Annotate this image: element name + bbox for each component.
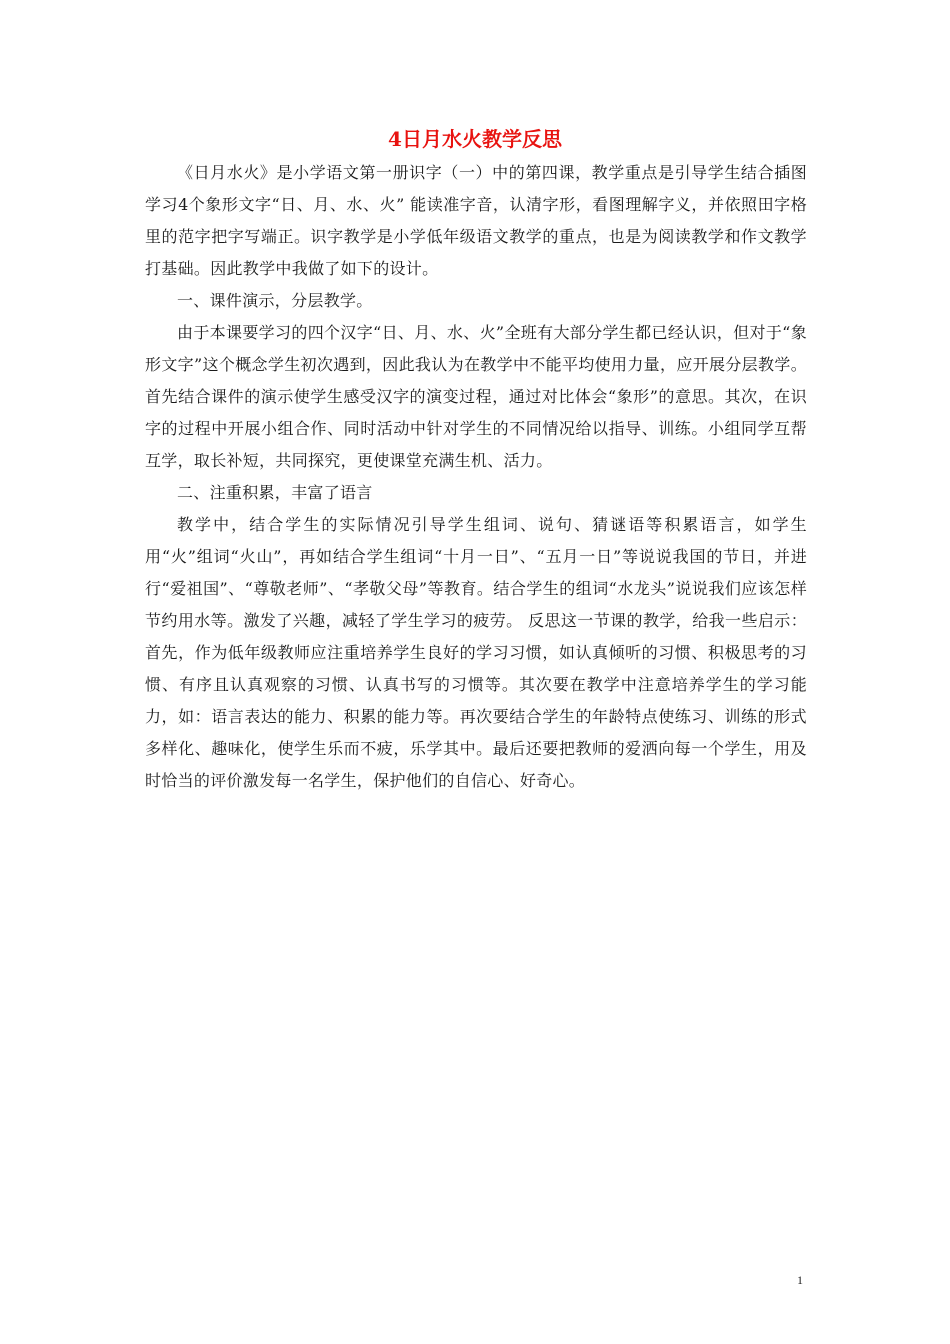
section-heading-1: 一、课件演示，分层教学。: [177, 291, 373, 310]
paragraph-section-1: 由于本课要学习的四个汉字“日、月、水、火”全班有大部分学生都已经认识，但对于“象形文字”这个概念学生初次遇到，因此我认为在教学中不能平均使用力量，应开展分层教学。首先结合课件的演示使学生感受汉字的演变过程，通过对比体会“象形”的意思。其次，在识字的过程中开展小组合作、同时活动中针对学生的不同情况给以指导、训练。小组同学互帮互学，取长补短，共同探究，更使课堂充满生机、活力。: [145, 323, 807, 470]
paragraph-intro: 《日月水火》是小学语文第一册识字（一）中的第四课，教学重点是引导学生结合插图学习4个象形文字“日、月、水、火” 能读准字音，认清字形，看图理解字义，并依照田字格里的范字把字写端正。识字教学是小学低年级语文教学的重点，也是为阅读教学和作文教学打基础。因此教学中我做了如下的设计。: [145, 163, 807, 278]
page-number: 1: [797, 1273, 803, 1287]
document-body: [145, 157, 807, 797]
document-title: 4日月水火教学反思: [388, 127, 562, 151]
paragraph-section-2: 教学中，结合学生的实际情况引导学生组词、说句、猜谜语等积累语言，如学生用“火”组词“火山”，再如结合学生组词“十月一日”、“五月一日”等说说我国的节日，并进行“爱祖国”、“尊敬老师”、“孝敬父母”等教育。结合学生的组词“水龙头”说说我们应该怎样节约用水等。激发了兴趣，减轻了学生学习的疲劳。 反思这一节课的教学，给我一些启示：首先，作为低年级教师应注重培养学生良好的学习习惯，如认真倾听的习惯、积极思考的习惯、有序且认真观察的习惯、认真书写的习惯等。其次要在教学中注意培养学生的学习能力，如：语言表达的能力、积累的能力等。再次要结合学生的年龄特点使练习、训练的形式多样化、趣味化，使学生乐而不疲，乐学其中。最后还要把教师的爱洒向每一个学生，用及时恰当的评价激发每一名学生，保护他们的自信心、好奇心。: [145, 515, 807, 790]
section-heading-2: 二、注重积累，丰富了语言: [177, 483, 373, 502]
